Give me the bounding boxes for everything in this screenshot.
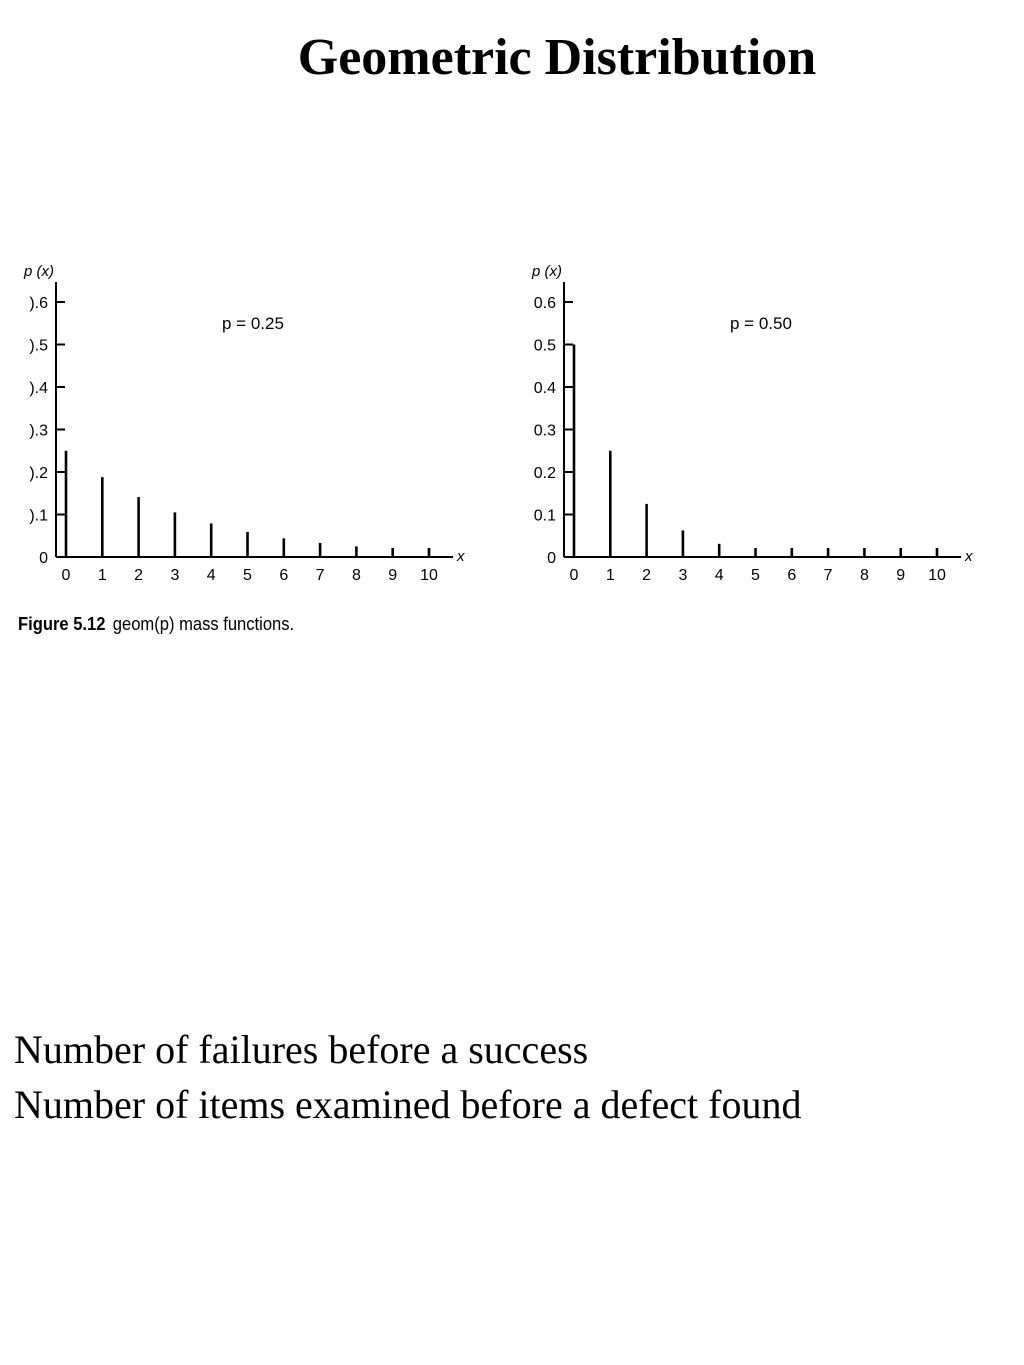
y-tick-label: 0: [39, 550, 48, 567]
x-tick-label: 2: [642, 567, 652, 584]
y-tick-label: ).5: [29, 337, 48, 355]
bullet-item: Number of failures before a success: [14, 1027, 589, 1072]
y-axis-label: p (x): [532, 263, 562, 280]
x-tick-label: 0: [569, 567, 579, 584]
figure-caption-text: geom(p) mass functions.: [112, 614, 295, 634]
x-tick-label: 1: [97, 567, 107, 584]
y-tick-label: 0.2: [533, 465, 556, 482]
figure-caption-label: Figure 5.12: [18, 614, 106, 634]
x-axis-label: x: [965, 548, 973, 565]
x-tick-label: 3: [678, 567, 688, 584]
figure: [0, 240, 1024, 600]
chart-p-050: [518, 240, 998, 600]
bullet-list: [14, 1022, 801, 1132]
x-tick-label: 5: [243, 567, 252, 584]
y-tick-label: ).1: [29, 507, 48, 525]
y-tick-label: ).2: [29, 465, 48, 482]
x-axis-label: x: [457, 548, 465, 565]
y-axis-label: p (x): [24, 263, 54, 280]
y-tick-label: 0.4: [533, 380, 556, 397]
x-tick-label: 4: [206, 567, 216, 584]
x-tick-label: 8: [351, 567, 361, 584]
y-tick-label: 0.1: [533, 507, 556, 525]
x-tick-label: 9: [896, 567, 906, 584]
y-tick-label: ).3: [29, 422, 48, 440]
y-tick-label: 0.5: [533, 337, 556, 355]
x-tick-label: 2: [134, 567, 144, 584]
x-tick-label: 7: [823, 567, 833, 584]
figure-caption: [18, 614, 294, 635]
x-tick-label: 1: [605, 567, 615, 584]
x-tick-label: 5: [751, 567, 760, 584]
x-tick-label: 9: [388, 567, 398, 584]
y-tick-label: 0.3: [533, 422, 556, 440]
x-tick-label: 8: [859, 567, 869, 584]
x-tick-label: 10: [420, 567, 438, 584]
y-tick-label: ).6: [29, 295, 48, 312]
chart-annotation: p = 0.50: [730, 314, 792, 333]
x-tick-label: 6: [279, 567, 289, 584]
x-tick-label: 6: [787, 567, 797, 584]
y-tick-label: 0.6: [533, 295, 556, 312]
x-tick-label: 4: [714, 567, 724, 584]
x-tick-label: 0: [61, 567, 71, 584]
slide-title: Geometric Distribution: [297, 29, 817, 86]
x-tick-label: 3: [170, 567, 180, 584]
x-tick-label: 7: [315, 567, 325, 584]
chart-p-025: [10, 240, 490, 600]
y-tick-label: 0: [547, 550, 556, 567]
bullet-item: Number of items examined before a defect found: [14, 1082, 802, 1127]
y-tick-label: ).4: [29, 380, 48, 397]
x-tick-label: 10: [928, 567, 946, 584]
chart-annotation: p = 0.25: [222, 314, 284, 333]
